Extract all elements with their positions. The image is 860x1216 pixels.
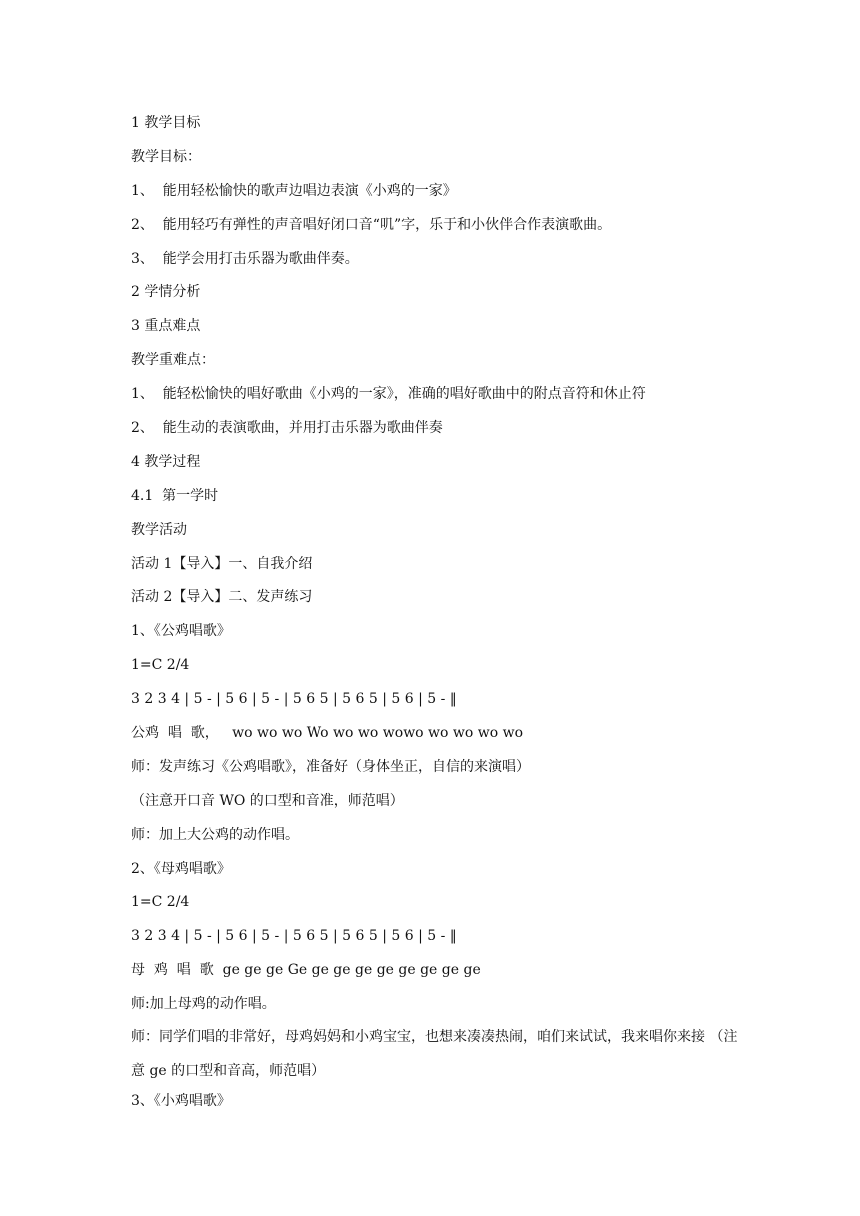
heading-teaching-goals: 1 教学目标 bbox=[131, 115, 201, 131]
teaching-activities-label: 教学活动 bbox=[131, 521, 187, 538]
notation-line: 3 2 3 4 | 5 - | 5 6 | 5 - | 5 6 5 | 5 6 5 | 5 6 | 5 - ‖ bbox=[131, 691, 457, 708]
teacher-instruction: 师:加上母鸡的动作唱。 bbox=[131, 996, 276, 1013]
note-line: （注意开口音 WO 的口型和音准，师范唱） bbox=[131, 792, 404, 809]
teacher-instruction: 师：发声练习《公鸡唱歌》，准备好（身体坐正，自信的来演唱） bbox=[131, 758, 530, 775]
heading-teaching-process: 4 教学过程 bbox=[131, 453, 201, 470]
lyrics-line: 母 鸡 唱 歌 ge ge ge Ge ge ge ge ge ge ge ge ge bbox=[131, 962, 481, 979]
teacher-instruction-paragraph: 师：同学们唱的非常好，母鸡妈妈和小鸡宝宝，也想来凑凑热闹，咱们来试试，我来唱你来接 （注意 ge 的口型和音高，师范唱） bbox=[131, 1029, 738, 1079]
key-signature: 1=C 2/4 bbox=[131, 894, 190, 911]
heading-student-analysis: 2 学情分析 bbox=[131, 284, 201, 301]
activity-1: 活动 1【导入】一、自我介绍 bbox=[131, 555, 313, 572]
goal-item-1: 1、 能用轻松愉快的歌声边唱边表演《小鸡的一家》 bbox=[131, 182, 457, 199]
notation-line: 3 2 3 4 | 5 - | 5 6 | 5 - | 5 6 5 | 5 6 5 | 5 6 | 5 - ‖ bbox=[131, 928, 457, 945]
song-title-hen: 2、《母鸡唱歌》 bbox=[131, 860, 231, 877]
key-point-item-2: 2、 能生动的表演歌曲，并用打击乐器为歌曲伴奏 bbox=[131, 420, 443, 437]
song-title-rooster: 1、《公鸡唱歌》 bbox=[131, 623, 231, 640]
goal-item-2: 2、 能用轻巧有弹性的声音唱好闭口音“叽”字，乐于和小伙伴合作表演歌曲。 bbox=[131, 216, 612, 233]
heading-key-points: 3 重点难点 bbox=[131, 318, 201, 335]
goals-label: 教学目标： bbox=[131, 148, 201, 165]
key-signature: 1=C 2/4 bbox=[131, 657, 190, 674]
subheading-first-lesson: 4.1 第一学时 bbox=[131, 487, 219, 504]
document-body bbox=[131, 111, 751, 1123]
lyrics-line: 公鸡 唱 歌， wo wo wo Wo wo wo wowo wo wo wo wo bbox=[131, 725, 524, 742]
teacher-instruction: 师：加上大公鸡的动作唱。 bbox=[131, 826, 299, 843]
key-point-item-1: 1、 能轻松愉快的唱好歌曲《小鸡的一家》，准确的唱好歌曲中的附点音符和休止符 bbox=[131, 386, 646, 403]
song-title-chick: 3、《小鸡唱歌》 bbox=[131, 1092, 231, 1109]
key-points-label: 教学重难点： bbox=[131, 352, 215, 369]
goal-item-3: 3、 能学会用打击乐器为歌曲伴奏。 bbox=[131, 250, 359, 267]
activity-2: 活动 2【导入】二、发声练习 bbox=[131, 589, 313, 606]
